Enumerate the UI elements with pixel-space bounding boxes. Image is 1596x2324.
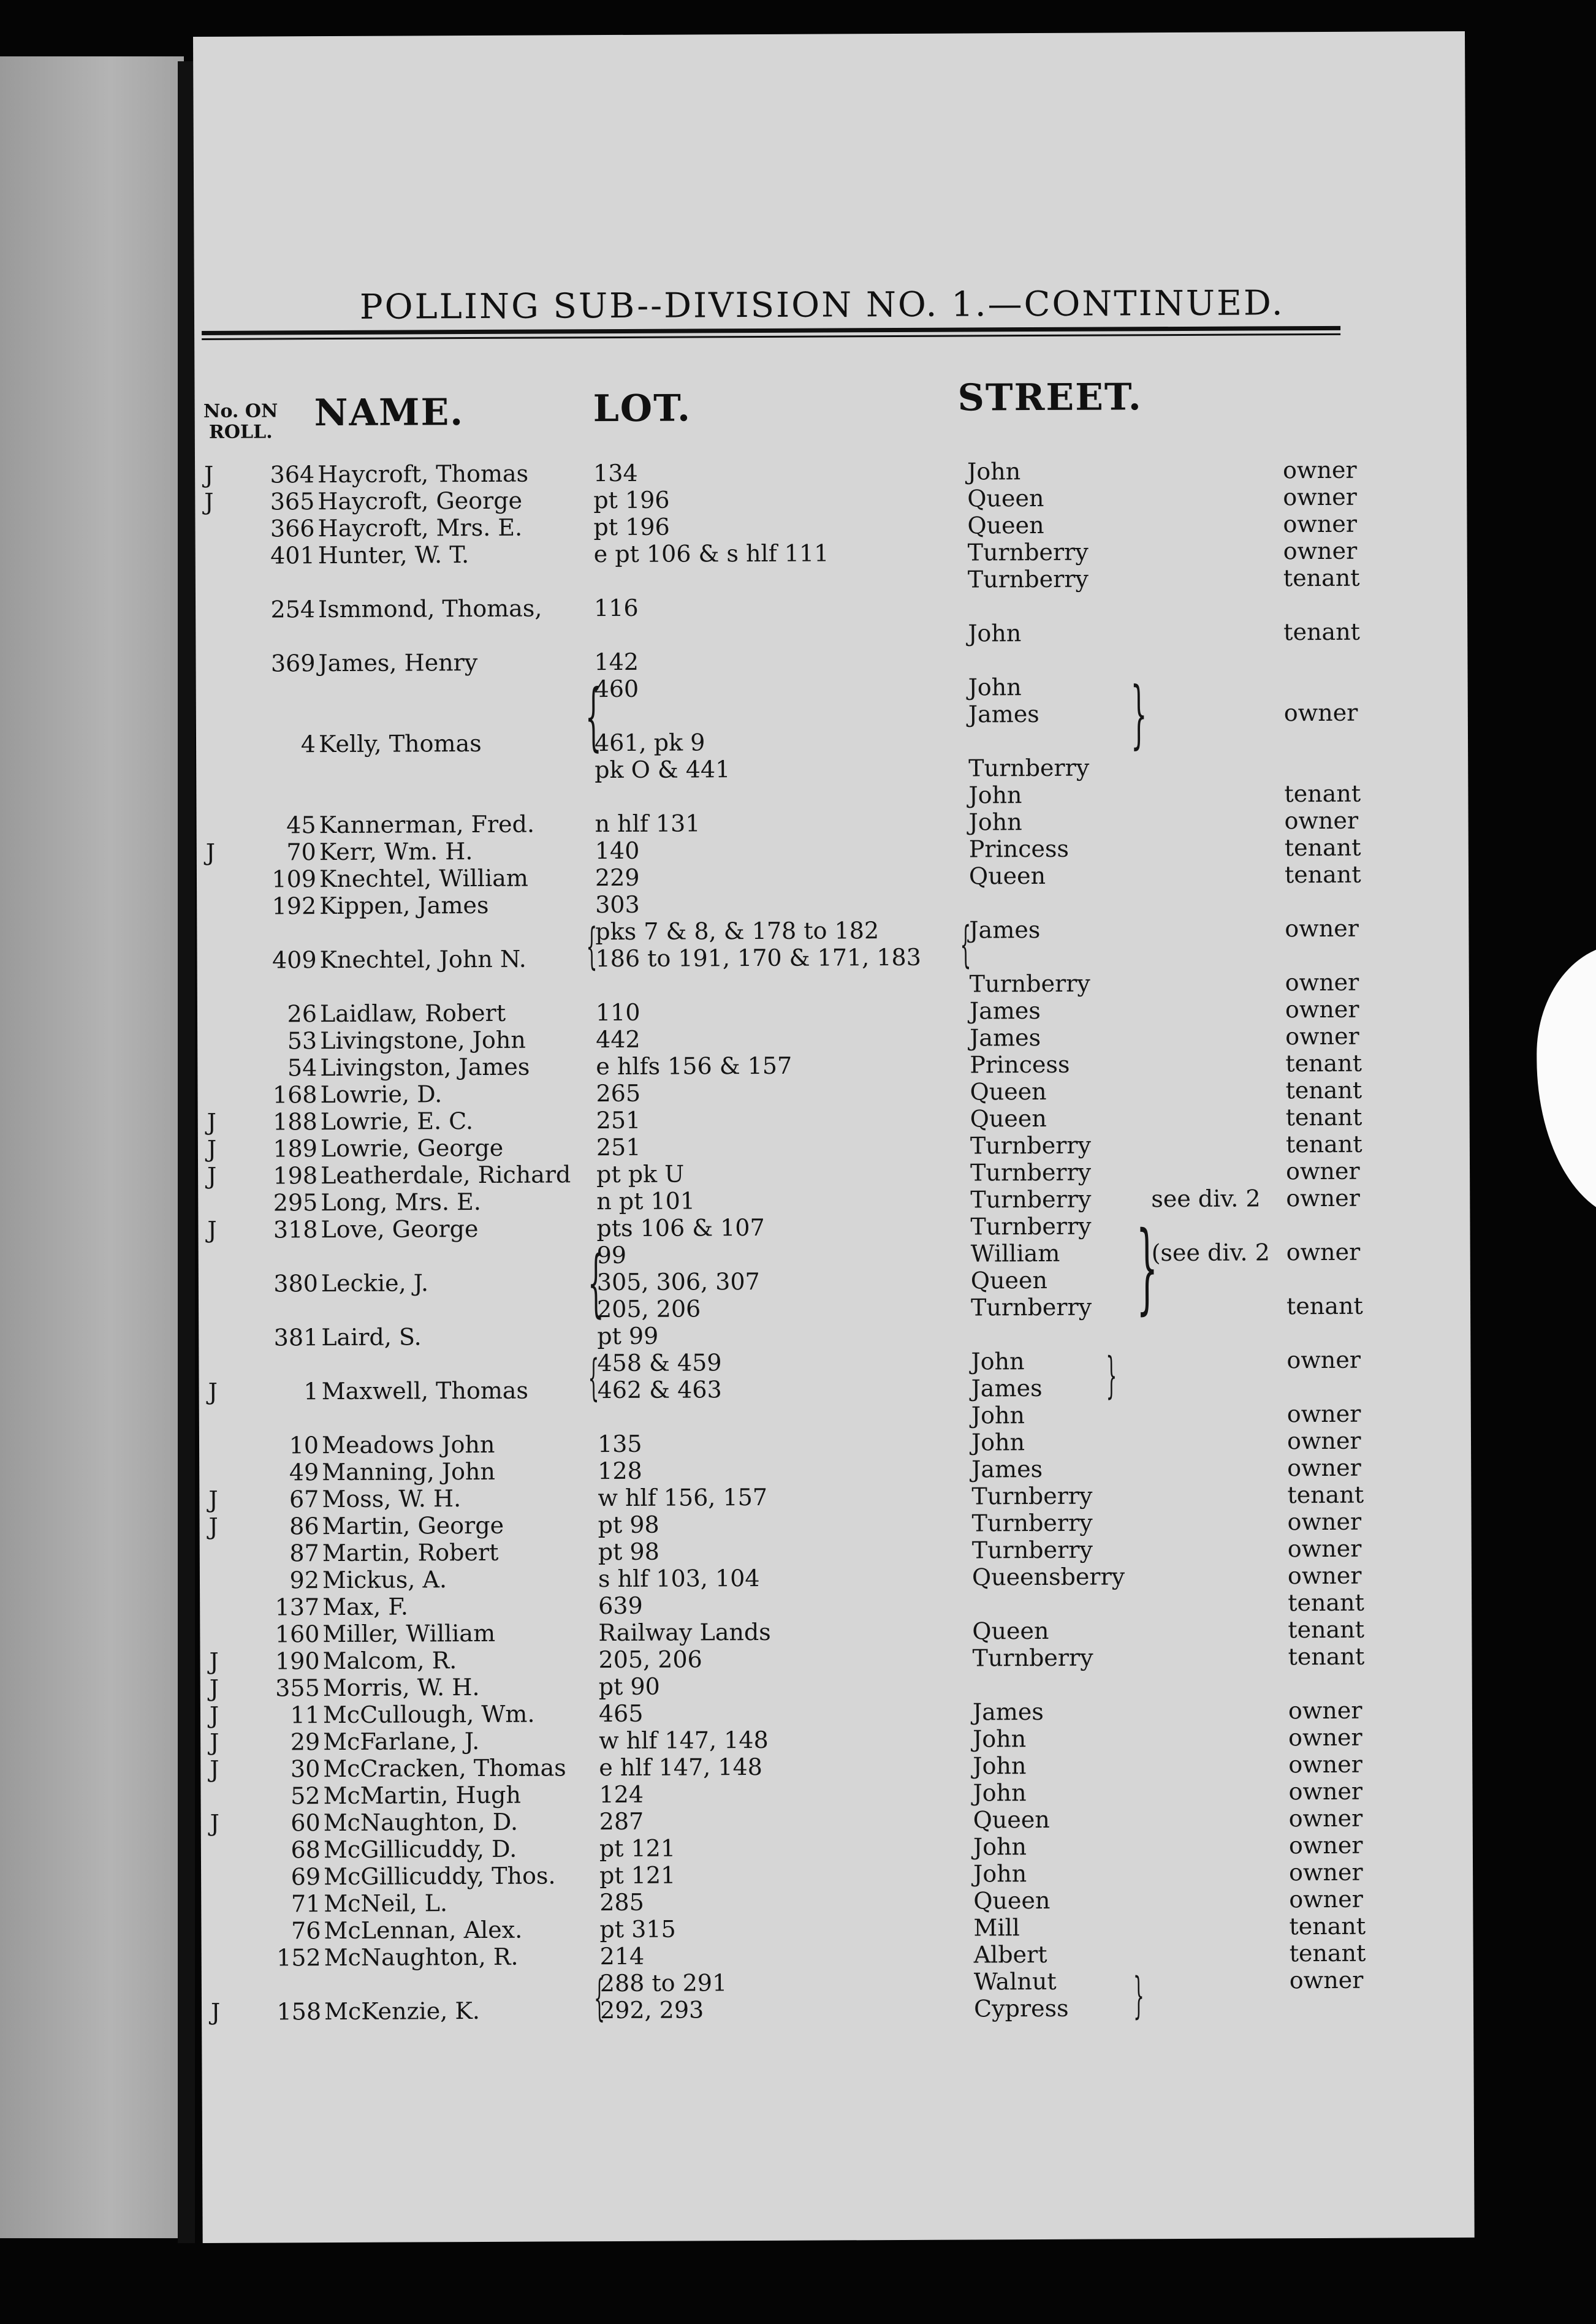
tenure-status: tenant [1284,834,1361,862]
street-name: Turnberry [971,1536,1093,1564]
lot-number: e pt 106 & s hlf 111 [593,539,829,568]
lot-number: 140 [595,837,640,865]
tenure-status: owner [1286,1400,1361,1428]
bracket-mark: } [1106,1346,1117,1404]
lot-number: 292, 293 [599,1996,704,2024]
roll-number: 67 [289,1486,319,1513]
roll-flag: J [210,1728,219,1756]
voter-name: McNaughton, D. [323,1808,519,1837]
roll-flag: J [207,1162,217,1190]
voter-name: Martin, Robert [322,1538,499,1567]
voter-name: Kippen, James [319,891,489,920]
voter-name: Max, F. [322,1593,408,1621]
street-name: William [970,1239,1060,1267]
lot-number: pt 98 [598,1538,659,1566]
roll-number: 318 [273,1216,318,1244]
roll-number: 366 [270,515,315,542]
lot-number: pt pk U [596,1160,685,1188]
bracket-mark: { [960,916,971,973]
roll-flag: J [209,1674,219,1702]
voter-name: McCracken, Thomas [323,1754,566,1783]
voter-name: Laird, S. [321,1323,422,1351]
roll-number: 76 [291,1917,321,1945]
lot-number: w hlf 147, 148 [599,1726,769,1755]
voter-name: McCullough, Wm. [322,1700,535,1729]
tenure-status: owner [1286,1238,1361,1266]
header-street: STREET. [957,376,1142,420]
street-name: Turnberry [971,1482,1093,1510]
lot-number: 462 & 463 [597,1376,722,1404]
tenure-status: tenant [1285,1049,1362,1077]
tenure-status: owner [1284,807,1359,835]
bracket-mark: } [1133,1967,1144,2024]
roll-flag: J [209,1647,219,1675]
lot-number: 124 [599,1780,644,1809]
tenure-status: owner [1288,1750,1362,1779]
roll-number: 68 [291,1836,321,1864]
lot-number: 305, 306, 307 [596,1267,760,1296]
tenure-status: owner [1285,1157,1360,1185]
voter-name: Leatherdale, Richard [321,1161,571,1190]
street-name: John [971,1402,1025,1429]
roll-number [235,1352,318,1353]
roll-number: 158 [276,1998,322,2026]
tenure-status: owner [1287,1535,1362,1563]
roll-number [232,570,315,571]
street-name: James [968,700,1039,728]
street-name: Queen [972,1617,1049,1645]
street-name: John [968,674,1022,701]
voter-name: Kelly, Thomas [318,729,482,758]
tenure-status: owner [1283,510,1358,538]
voter-name: James, Henry [318,648,478,677]
lot-number: 116 [593,594,639,622]
street-name: John [968,808,1022,836]
street-name: Queen [970,1266,1048,1294]
bracket-mark: { [587,1240,604,1326]
lot-number: 186 to 191, 170 & 171, 183 [595,943,921,973]
street-name: John [973,1752,1027,1780]
roll-number [234,974,317,975]
street-name: Princess [970,1050,1070,1079]
roll-number [238,1972,321,1973]
street-name: James [970,1023,1041,1052]
roll-flag: J [205,838,216,866]
voter-name: Meadows John [321,1430,495,1459]
voter-name: Lowrie, George [320,1134,504,1163]
tenure-status: owner [1288,1696,1362,1725]
bracket-mark: { [593,1969,605,2027]
lot-number: 251 [596,1106,641,1134]
tenure-status: owner [1283,699,1358,727]
tenure-status: owner [1289,1966,1364,1994]
lot-number: Railway Lands [598,1618,771,1647]
roll-number: 70 [286,838,316,866]
street-name: Turnberry [967,565,1089,593]
voter-name: Love, George [321,1215,479,1244]
tenure-status: owner [1283,537,1358,565]
roll-number: 188 [273,1108,317,1136]
street-name: Queen [967,484,1044,512]
lot-number: 135 [597,1430,642,1458]
lot-number: 265 [596,1079,641,1107]
street-name: Turnberry [971,1509,1093,1537]
bracket-mark: { [585,674,602,760]
lot-number: pt 98 [598,1511,659,1539]
lot-number: pks 7 & 8, & 178 to 182 [595,917,880,946]
roll-number: 192 [272,892,317,920]
bracket-mark: } [1130,672,1147,758]
lot-number: 288 to 291 [599,1969,728,1997]
roll-number: 26 [287,1000,317,1028]
roll-number: 109 [272,865,317,893]
roll-number: 254 [270,596,316,623]
tenure-status: owner [1287,1508,1362,1536]
lot-number: 134 [593,459,638,487]
voter-name: Leckie, J. [321,1269,429,1297]
tenure-status: tenant [1288,1616,1365,1644]
tenure-status: owner [1289,1885,1363,1913]
tenure-status: tenant [1283,564,1360,592]
roll-flag: J [207,1108,217,1136]
voter-name: Long, Mrs. E. [321,1188,482,1217]
voter-name: Livingston, James [320,1053,530,1082]
roll-number: 160 [275,1620,320,1648]
row-note: (see div. 2 [1151,1239,1270,1267]
lot-number: 110 [595,998,640,1027]
tenure-status: tenant [1288,1589,1364,1617]
roll-number: 189 [273,1135,318,1163]
roll-number: 52 [291,1782,321,1810]
roll-flag: J [209,1701,219,1729]
tenure-status: tenant [1287,1481,1364,1509]
voter-name: Lowrie, D. [320,1080,443,1109]
street-name: Turnberry [970,1212,1092,1240]
tenure-status: tenant [1286,1292,1363,1320]
tenure-status: tenant [1288,1642,1365,1671]
roll-number: 71 [291,1890,321,1918]
roll-number: 401 [270,542,315,569]
lot-number: pt 90 [598,1673,660,1701]
roll-number: 87 [289,1540,319,1567]
roll-number [236,1406,319,1407]
voter-name: McMartin, Hugh [323,1781,522,1810]
roll-number: 364 [270,461,315,488]
voter-name: McGillicuddy, Thos. [324,1862,556,1891]
roll-number: 29 [290,1728,321,1756]
paper-damage [1536,943,1596,1220]
roll-number: 49 [289,1459,319,1486]
roll-flag: J [207,1216,217,1244]
street-name: Queen [968,862,1046,890]
lot-number: 99 [596,1241,627,1269]
voter-name: Mickus, A. [322,1566,447,1594]
roll-number: 137 [275,1593,320,1621]
roll-number: 54 [287,1054,317,1082]
lot-number: 303 [595,890,640,919]
voter-name: Miller, William [322,1619,496,1648]
street-name: John [973,1833,1027,1861]
voter-name: Manning, John [322,1457,496,1486]
lot-number: 205, 206 [598,1646,702,1674]
lot-number: pt 196 [593,486,670,514]
street-name: Turnberry [972,1644,1093,1672]
street-name: James [971,1374,1043,1402]
voter-name: Maxwell, Thomas [321,1377,529,1405]
lot-number: 214 [599,1942,645,1970]
roll-number: 53 [287,1027,317,1055]
lot-number: pt 99 [597,1322,659,1350]
lot-number: e hlf 147, 148 [599,1753,762,1782]
lot-number: pt 196 [593,513,670,541]
street-name: John [968,620,1022,647]
voter-name: McNaughton, R. [324,1943,519,1972]
roll-flag: J [210,1809,220,1837]
roll-number: 369 [270,650,316,677]
lot-number: pt 315 [599,1915,676,1943]
lot-number: 142 [594,648,639,676]
bracket-mark: { [586,917,598,975]
roll-flag: J [204,488,214,515]
lot-number: 128 [598,1457,642,1485]
street-name: Queen [973,1806,1050,1834]
roll-number: 365 [270,488,315,515]
book-spine [178,61,195,2243]
roll-number: 295 [273,1189,318,1217]
document-page [193,31,1475,2243]
roll-number: 198 [273,1162,318,1190]
voter-name: Haycroft, Thomas [317,460,529,488]
facing-page [0,56,184,2238]
voter-name: McGillicuddy, D. [323,1835,517,1864]
tenure-status: owner [1288,1723,1362,1752]
street-name: John [967,458,1021,485]
voter-name: Livingstone, John [320,1026,526,1055]
tenure-status: owner [1285,968,1359,997]
street-name: James [969,997,1041,1025]
street-name: Turnberry [967,538,1089,566]
street-name: John [968,781,1022,809]
lot-number: 465 [598,1699,644,1728]
street-name: John [973,1779,1027,1807]
roll-number: 11 [290,1701,321,1729]
street-name: Queen [973,1886,1051,1915]
voter-name: Hunter, W. T. [317,541,469,569]
voter-name: Moss, W. H. [322,1485,462,1513]
tenure-status: tenant [1289,1912,1366,1940]
lot-number: pt 121 [599,1861,676,1889]
header-roll: No. ON ROLL. [203,400,278,443]
tenure-status: owner [1285,1022,1359,1050]
row-note: see div. 2 [1151,1185,1261,1213]
street-name: Turnberry [970,1131,1092,1160]
voter-name: McLennan, Alex. [324,1916,523,1945]
roll-flag: J [208,1486,218,1513]
lot-number: 442 [596,1025,640,1054]
roll-number: 409 [272,946,317,974]
lot-number: n hlf 131 [595,810,701,838]
tenure-status: owner [1283,456,1357,484]
roll-flag: J [208,1513,218,1540]
roll-number: 60 [291,1809,321,1837]
tenure-status: tenant [1285,1103,1362,1131]
street-name: Turnberry [970,1293,1092,1321]
voter-name: Lowrie, E. C. [320,1107,474,1136]
lot-number: 205, 206 [596,1295,701,1323]
voter-name: Knechtel, John N. [319,945,526,974]
voter-name: McFarlane, J. [323,1727,480,1756]
roll-number: 1 [303,1378,319,1405]
lot-number: 461, pk 9 [594,729,705,757]
street-name: Queen [967,511,1044,539]
roll-number [235,1244,318,1245]
lot-number: pts 106 & 107 [596,1213,765,1242]
lot-number: 229 [595,864,640,892]
street-name: James [972,1698,1044,1726]
roll-number: 190 [275,1647,320,1675]
roll-number: 152 [276,1944,321,1972]
roll-number: 30 [290,1755,321,1783]
bracket-mark: { [588,1349,599,1407]
roll-number: 69 [291,1863,321,1891]
tenure-status: owner [1288,1831,1363,1859]
lot-number: w hlf 156, 157 [598,1483,768,1512]
tenure-status: owner [1286,1184,1360,1212]
lot-number: 287 [599,1807,644,1836]
roll-flag: J [204,461,214,488]
roll-flag: J [207,1135,217,1163]
tenure-status: owner [1283,483,1357,511]
roll-number [235,1298,318,1299]
street-name: James [969,916,1041,944]
header-name: NAME. [314,391,465,435]
street-name: John [971,1429,1025,1456]
voter-name: Malcom, R. [322,1647,457,1675]
page-title: POLLING SUB--DIVISION NO. 1.—CONTINUED. [359,283,1285,327]
tenure-status: tenant [1285,1076,1362,1104]
street-name: Mill [973,1914,1020,1942]
tenure-status: tenant [1289,1939,1366,1967]
street-name: Turnberry [969,970,1090,998]
voter-name: Knechtel, William [319,864,528,893]
voter-name: Laidlaw, Robert [319,999,506,1028]
tenure-status: owner [1286,1346,1361,1374]
street-name: John [971,1348,1025,1375]
tenure-status: owner [1288,1804,1363,1832]
voter-name: Morris, W. H. [322,1673,480,1702]
roll-number: 355 [275,1674,320,1702]
roll-number: 4 [300,731,316,758]
voter-name: Haycroft, George [317,487,523,515]
roll-flag: J [208,1378,218,1405]
tenure-status: owner [1287,1454,1361,1482]
roll-number: 92 [289,1566,320,1594]
street-name: Albert [973,1940,1047,1969]
street-name: James [971,1455,1043,1483]
voter-name: Martin, George [322,1511,504,1540]
street-name: Princess [968,835,1070,863]
street-name: Queen [970,1104,1047,1133]
lot-number: 639 [598,1592,643,1620]
tenure-status: owner [1285,995,1359,1023]
voter-name: Kerr, Wm. H. [319,838,473,866]
roll-number [232,624,315,625]
tenure-status: tenant [1284,860,1361,889]
street-name: Walnut [973,1967,1057,1996]
roll-flag: J [210,1998,221,2026]
street-name: Turnberry [970,1158,1092,1187]
lot-number: n pt 101 [596,1187,696,1215]
street-name: Turnberry [968,754,1090,782]
roll-number: 168 [272,1081,317,1109]
roll-number: 381 [273,1324,319,1351]
street-name: Cypress [973,1994,1069,2022]
voter-name: Ismmond, Thomas, [317,594,542,623]
voter-name: Haycroft, Mrs. E. [317,514,523,542]
lot-number: s hlf 103, 104 [598,1564,760,1593]
tenure-status: owner [1285,914,1359,943]
lot-number: 251 [596,1133,641,1161]
roll-number: 45 [286,811,316,839]
voter-name: Kannerman, Fred. [319,810,535,839]
roll-number: 86 [289,1513,319,1540]
tenure-status: tenant [1283,618,1360,646]
tenure-status: owner [1287,1562,1362,1590]
bracket-mark: } [1136,1210,1158,1325]
voter-name: McKenzie, K. [324,1997,480,2026]
roll-number: 10 [289,1432,319,1459]
tenure-status: tenant [1285,1130,1362,1158]
roll-number: 380 [273,1270,318,1297]
street-name: Queensberry [971,1563,1125,1591]
street-name: Queen [970,1077,1047,1106]
tenure-status: owner [1286,1427,1361,1455]
roll-flag: J [210,1755,219,1783]
street-name: Turnberry [970,1185,1092,1213]
lot-number: e hlfs 156 & 157 [596,1052,792,1080]
voter-name: McNeil, L. [324,1889,448,1918]
lot-number: pk O & 441 [595,756,731,784]
street-name: John [973,1860,1027,1888]
lot-number: pt 121 [599,1834,676,1863]
tenure-status: owner [1288,1858,1363,1886]
header-lot: LOT. [593,387,692,431]
tenure-status: owner [1288,1777,1363,1806]
lot-number: 460 [594,675,639,703]
lot-number: 458 & 459 [597,1349,722,1377]
lot-number: 285 [599,1888,644,1916]
street-name: John [973,1725,1027,1753]
tenure-status: tenant [1284,780,1361,808]
